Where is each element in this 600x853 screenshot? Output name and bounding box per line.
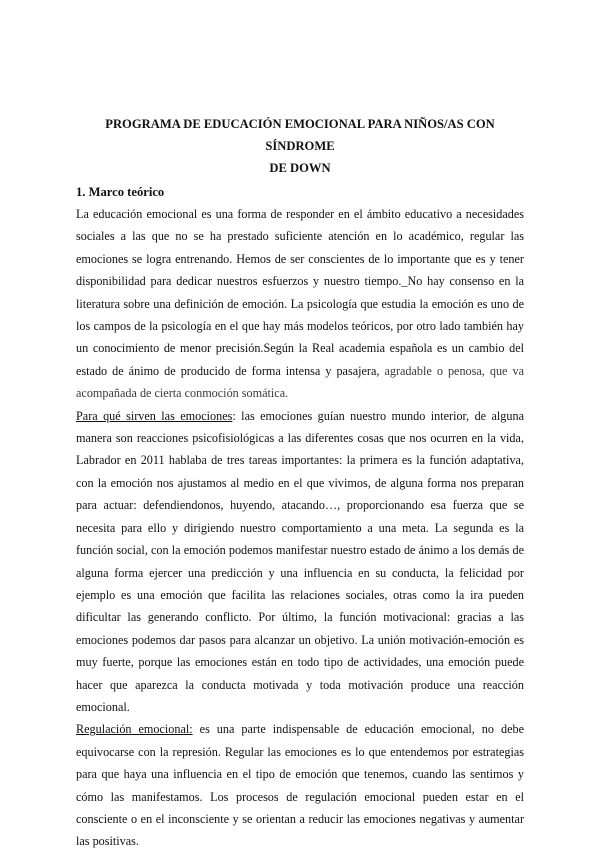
section-heading: 1. Marco teórico [76, 185, 165, 199]
paragraph-intro-tail: agradable o penosa, que va acompañada de cierta conmoción somática. [76, 363, 524, 401]
document-title [76, 113, 524, 179]
emotional-regulation-label: Regulación emocional: [76, 722, 193, 737]
paragraph-emotions-purpose [76, 405, 524, 719]
emotional-regulation-text: es una parte indispensable de educación emocional, no debe equivocarse con la represión. Regular las emociones es lo que entendemos por estrategias para que haya una influencia en el tipo de emoción que tenemos, cuando las sentimos y cómo las manifestamos. Los procesos de regulación emocional pueden estar en el consciente o en el inconsciente y se orientan a reducir las emociones negativas y aumentar las positivas. [76, 722, 524, 849]
paragraph-emotional-regulation [76, 718, 524, 852]
emotions-purpose-label: Para qué sirven las emociones [76, 408, 233, 423]
paragraph-intro [76, 203, 524, 405]
title-line-2: DE DOWN [269, 161, 331, 175]
emotions-purpose-text: : las emociones guían nuestro mundo interior, de alguna manera son reacciones psicofisiológicas a las diferentes cosas que nos ocurren en la vida, Labrador en 2011 hablaba de tres tareas importantes: la primera es la función adaptativa, con la emoción nos ajustamos al medio en el que vivimos, de alguna forma nos preparan para actuar: defendiendonos, huyendo, atacando…, proporcionando esa fuerza que se necesita para ello y dirigiendo nuestro comportamiento a una meta. La segunda es la función social, con la emoción podemos manifestar nuestro estado de ánimo a los demás de alguna forma ejercer una predicción y una influencia en su conducta, la felicidad por ejemplo es una emoción que facilita las relaciones sociales, otras como la ira pueden dificultar las generando conflicto. Por último, la función motivacional: gracias a las emociones podemos dar pasos para alcanzar un objetivo. La unión motivación-emoción es muy fuerte, porque las emociones están en todo tipo de actividades, una emoción puede hacer que aparezca la conducta motivada y toda motivación produce una reacción emocional. [76, 408, 524, 714]
paragraph-intro-text: La educación emocional es una forma de responder en el ámbito educativo a necesidades sociales a las que no se ha prestado suficiente atención en lo académico, regular las emociones se logra entrenando. Hemos de ser conscientes de lo importante que es y tener disponibilidad para dedicar nuestros esfuerzos y nuestro tiempo._No hay consenso en la literatura sobre una definición de emoción. La psicología que estudia la emoción es uno de los campos de la psicología en el que hay más modelos teóricos, por otro lado también hay un conocimiento de menor precisión.Según la Real academia española es un cambio del estado de ánimo de producido de forma intensa y pasajera, [76, 207, 524, 378]
title-line-1: PROGRAMA DE EDUCACIÓN EMOCIONAL PARA NIÑOS/AS CON SÍNDROME [105, 117, 495, 153]
